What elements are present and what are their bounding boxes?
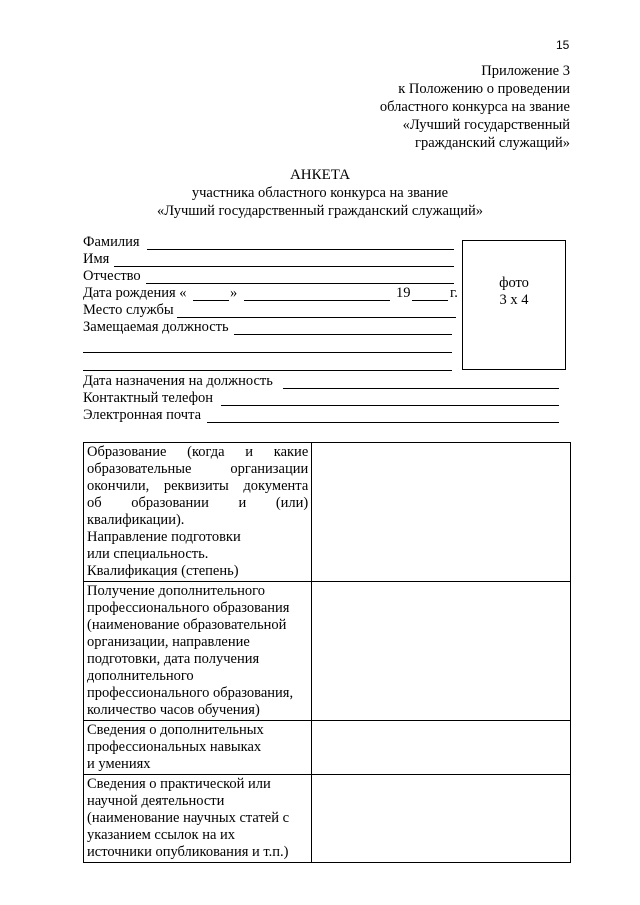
form-title: АНКЕТА — [289, 167, 351, 183]
question-line: подготовки, дата получения — [87, 651, 260, 667]
question-line: Квалификация (степень) — [87, 563, 239, 579]
word: документа — [243, 478, 309, 494]
appendix-header — [310, 62, 570, 152]
question-line: дополнительного — [87, 668, 194, 684]
appendix-line: Приложение 3 — [481, 63, 570, 79]
form-title-block — [0, 166, 640, 220]
photo-label-line: фото — [499, 275, 529, 291]
question-line: профессиональных навыках — [87, 739, 262, 755]
name-field[interactable] — [114, 266, 454, 267]
surname-label: Фамилия — [83, 234, 140, 250]
skills-question-cell — [84, 721, 312, 775]
question-line: источники опубликования и т.п.) — [87, 844, 289, 860]
appendix-line: областного конкурса на звание — [379, 99, 570, 115]
birth-day-field[interactable] — [193, 300, 229, 301]
form-subtitle: «Лучший государственный гражданский служащий» — [156, 203, 483, 219]
word: и — [238, 495, 247, 511]
name-label: Имя — [83, 251, 110, 267]
appendix-line: гражданский служащий» — [415, 135, 570, 151]
birth-year-prefix: 19 — [396, 285, 411, 301]
question-line: профессионального образования — [87, 600, 290, 616]
question-line: указанием ссылок на их — [87, 827, 236, 843]
appointment-date-field[interactable] — [283, 388, 559, 389]
appendix-line: к Положению о проведении — [398, 81, 570, 97]
birth-date-quote: » — [230, 285, 238, 301]
email-label: Электронная почта — [83, 407, 202, 423]
word: образовании — [131, 495, 209, 511]
position-field-line-2[interactable] — [83, 352, 452, 353]
word: и — [245, 444, 254, 460]
email-field[interactable] — [207, 422, 559, 423]
appointment-date-label: Дата назначения на должность — [83, 373, 273, 389]
activity-question-cell — [84, 775, 312, 863]
question-line: (наименование образовательной — [87, 617, 287, 633]
question-line: профессионального образования, — [87, 685, 294, 701]
birth-month-field[interactable] — [244, 300, 390, 301]
table-row — [84, 721, 571, 775]
word: образовательные — [87, 461, 192, 477]
patronymic-field[interactable] — [146, 283, 454, 284]
question-line: Направление подготовки — [87, 529, 241, 545]
word: реквизиты — [163, 478, 229, 494]
word: окончили, — [87, 478, 150, 494]
question-line: Сведения о дополнительных — [87, 722, 264, 738]
question-line — [87, 444, 308, 461]
phone-field[interactable] — [221, 405, 559, 406]
question-line: или специальность. — [87, 546, 209, 562]
activity-answer-cell[interactable] — [312, 775, 571, 863]
question-line: Получение дополнительного — [87, 583, 265, 599]
patronymic-label: Отчество — [83, 268, 141, 284]
birth-year-field[interactable] — [412, 300, 448, 301]
question-line: научной деятельности — [87, 793, 225, 809]
info-table — [83, 442, 571, 863]
question-line — [87, 495, 308, 512]
question-line — [87, 461, 308, 478]
birth-year-suffix: г. — [450, 285, 458, 301]
education-answer-cell[interactable] — [312, 443, 571, 582]
question-line: организации, направление — [87, 634, 250, 650]
additional-education-question-cell — [84, 582, 312, 721]
word: какие — [273, 444, 309, 460]
position-label: Замещаемая должность — [83, 319, 229, 335]
question-line: Сведения о практической или — [87, 776, 271, 792]
table-row — [84, 775, 571, 863]
birth-date-label: Дата рождения « — [83, 285, 187, 301]
form-subtitle: участника областного конкурса на звание — [191, 185, 449, 201]
photo-size-label: 3 х 4 — [499, 292, 529, 308]
workplace-label: Место службы — [83, 302, 174, 318]
question-line: количество часов обучения) — [87, 702, 260, 718]
question-line: (наименование научных статей с — [87, 810, 290, 826]
photo-placeholder — [462, 240, 566, 370]
word: об — [87, 495, 102, 511]
question-line: и умениях — [87, 756, 151, 772]
table-row — [84, 443, 571, 582]
table-row — [84, 582, 571, 721]
question-line: квалификации). — [87, 512, 185, 528]
education-question-cell — [84, 443, 312, 582]
workplace-field[interactable] — [177, 317, 456, 318]
phone-label: Контактный телефон — [83, 390, 214, 406]
additional-education-answer-cell[interactable] — [312, 582, 571, 721]
position-field[interactable] — [234, 334, 452, 335]
word: (когда — [187, 444, 225, 460]
skills-answer-cell[interactable] — [312, 721, 571, 775]
question-line — [87, 478, 308, 495]
page-number: 15 — [556, 38, 570, 52]
photo-label — [463, 275, 565, 309]
word: организации — [230, 461, 309, 477]
position-field-line-3[interactable] — [83, 370, 452, 371]
appendix-line: «Лучший государственный — [402, 117, 570, 133]
word: (или) — [275, 495, 309, 511]
word: Образование — [87, 444, 167, 460]
surname-field[interactable] — [147, 249, 454, 250]
